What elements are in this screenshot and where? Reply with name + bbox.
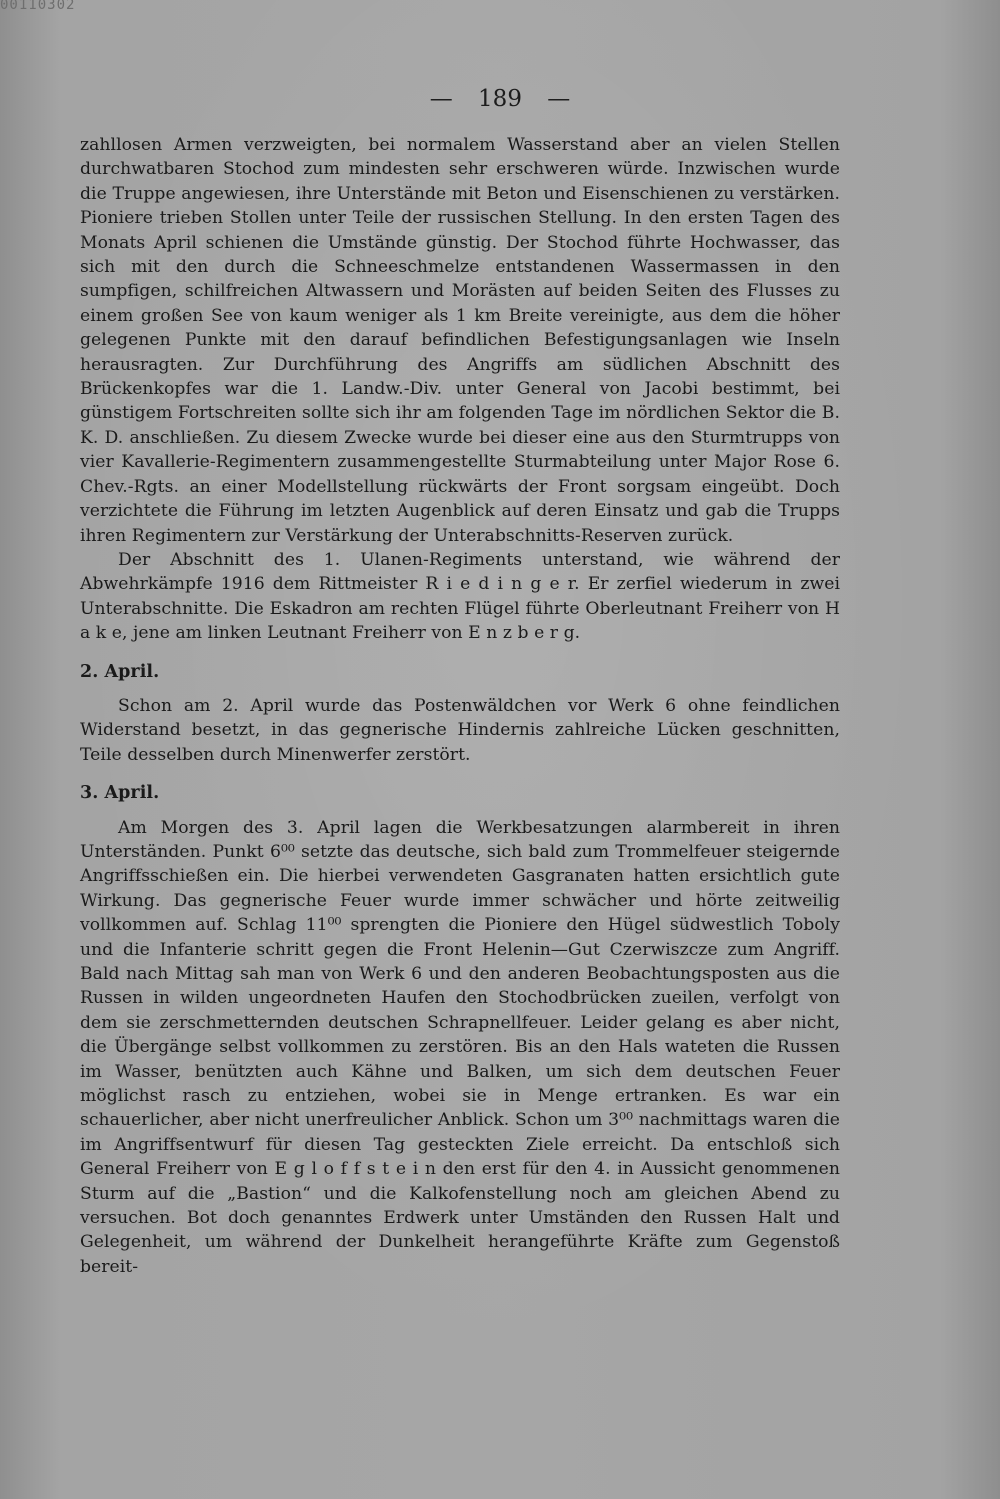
header-dash-left: —	[429, 86, 453, 112]
section-heading-april-3: 3. April.	[80, 783, 160, 804]
page-number: 189	[478, 86, 522, 112]
page-body	[80, 133, 840, 1279]
header-dash-right: —	[547, 86, 571, 112]
paragraph-april-2: Schon am 2. April wurde das Postenwäldchen vor Werk 6 ohne feindlichen Widerstand besetzt, in das gegnerische Hindernis zahlreiche Lücken geschnitten, Teile desselben durch Minenwerfer zerstört.	[80, 695, 840, 765]
paragraph-april-3: Am Morgen des 3. April lagen die Werkbesatzungen alarmbereit in ihren Unterständen. Punkt 6⁰⁰ setzte das deutsche, sich bald zum Trommelfeuer steigernde Angriffsschießen ein. Die hierbei verwendeten Gasgranaten hatten ersichtlich gute Wirkung. Das gegnerische Feuer wurde immer schwächer und hörte zeitweilig vollkommen auf. Schlag 11⁰⁰ sprengten die Pioniere den Hügel südwestlich Toboly und die Infanterie schritt gegen die Front Helenin—Gut Czerwiszcze zum Angriff. Bald nach Mittag sah man von Werk 6 und den anderen Beobachtungsposten aus die Russen in wilden ungeordneten Haufen den Stochodbrücken zueilen, verfolgt von dem sie zerschmetternden deutschen Schrapnellfeuer. Leider gelang es aber nicht, die Übergänge selbst vollkommen zu zerstören. Bis an den Hals wateten die Russen im Wasser, benützten auch Kähne und Balken, um sich dem deutschen Feuer möglichst rasch zu entziehen, wobei sie in Menge ertranken. Es war ein schauerlicher, aber nicht unerfreulicher Anblick. Schon um 3⁰⁰ nachmittags waren die im Angriffsentwurf für diesen Tag gesteckten Ziele erreicht. Da entschloß sich General Freiherr von E g l o f f s t e i n den erst für den 4. in Aussicht genommenen Sturm auf die „Bastion“ und die Kalkofenstellung noch am gleichen Abend zu versuchen. Bot doch genanntes Erdwerk unter Umständen den Russen Halt und Gelegenheit, um während der Dunkelheit herangeführte Kräfte zum Gegenstoß bereit-	[80, 817, 840, 1277]
paragraph-ulan-section: Der Abschnitt des 1. Ulanen-Regiments unterstand, wie während der Abwehrkämpfe 1916 dem Rittmeister R i e d i n g e r. Er zerfiel wiederum in zwei Unterabschnitte. Die Eskadron am rechten Flügel führte Oberleutnant Freiherr von H a k e, jene am linken Leutnant Freiherr von E n z b e r g.	[80, 549, 840, 644]
section-heading-april-2: 2. April.	[80, 661, 160, 682]
paragraph-continuation: zahllosen Armen verzweigten, bei normalem Wasserstand aber an vielen Stellen durchwatbaren Stochod zum mindesten sehr erschweren würde. Inzwischen wurde die Truppe angewiesen, ihre Unterstände mit Beton und Eisenschienen zu verstärken. Pioniere trieben Stollen unter Teile der russischen Stellung. In den ersten Tagen des Monats April schienen die Umstände günstig. Der Stochod führte Hochwasser, das sich mit den durch die Schneeschmelze entstandenen Wassermassen in den sumpfigen, schilfreichen Altwassern und Morästen auf beiden Seiten des Flusses zu einem großen See von kaum weniger als 1 km Breite vereinigte, aus dem die höher gelegenen Punkte mit den darauf befindlichen Befestigungsanlagen wie Inseln herausragten. Zur Durchführung des Angriffs am südlichen Abschnitt des Brückenkopfes war die 1. Landw.-Div. unter General von Jacobi bestimmt, bei günstigem Fortschreiten sollte sich ihr am folgenden Tage im nördlichen Sektor die B. K. D. anschließen. Zu diesem Zwecke wurde bei dieser eine aus den Sturmtrupps von vier Kavallerie-Regimentern zusammengestellte Sturmabteilung unter Major Rose 6. Chev.-Rgts. an einer Modellstellung rückwärts der Front sorgsam eingeübt. Doch verzichtete die Führung im letzten Augenblick auf deren Einsatz und gab die Trupps ihren Regimentern zur Verstärkung der Unterabschnitts-Reserven zurück.	[80, 135, 840, 546]
page-header	[0, 86, 1000, 112]
archive-stamp: 00110302	[0, 0, 76, 13]
